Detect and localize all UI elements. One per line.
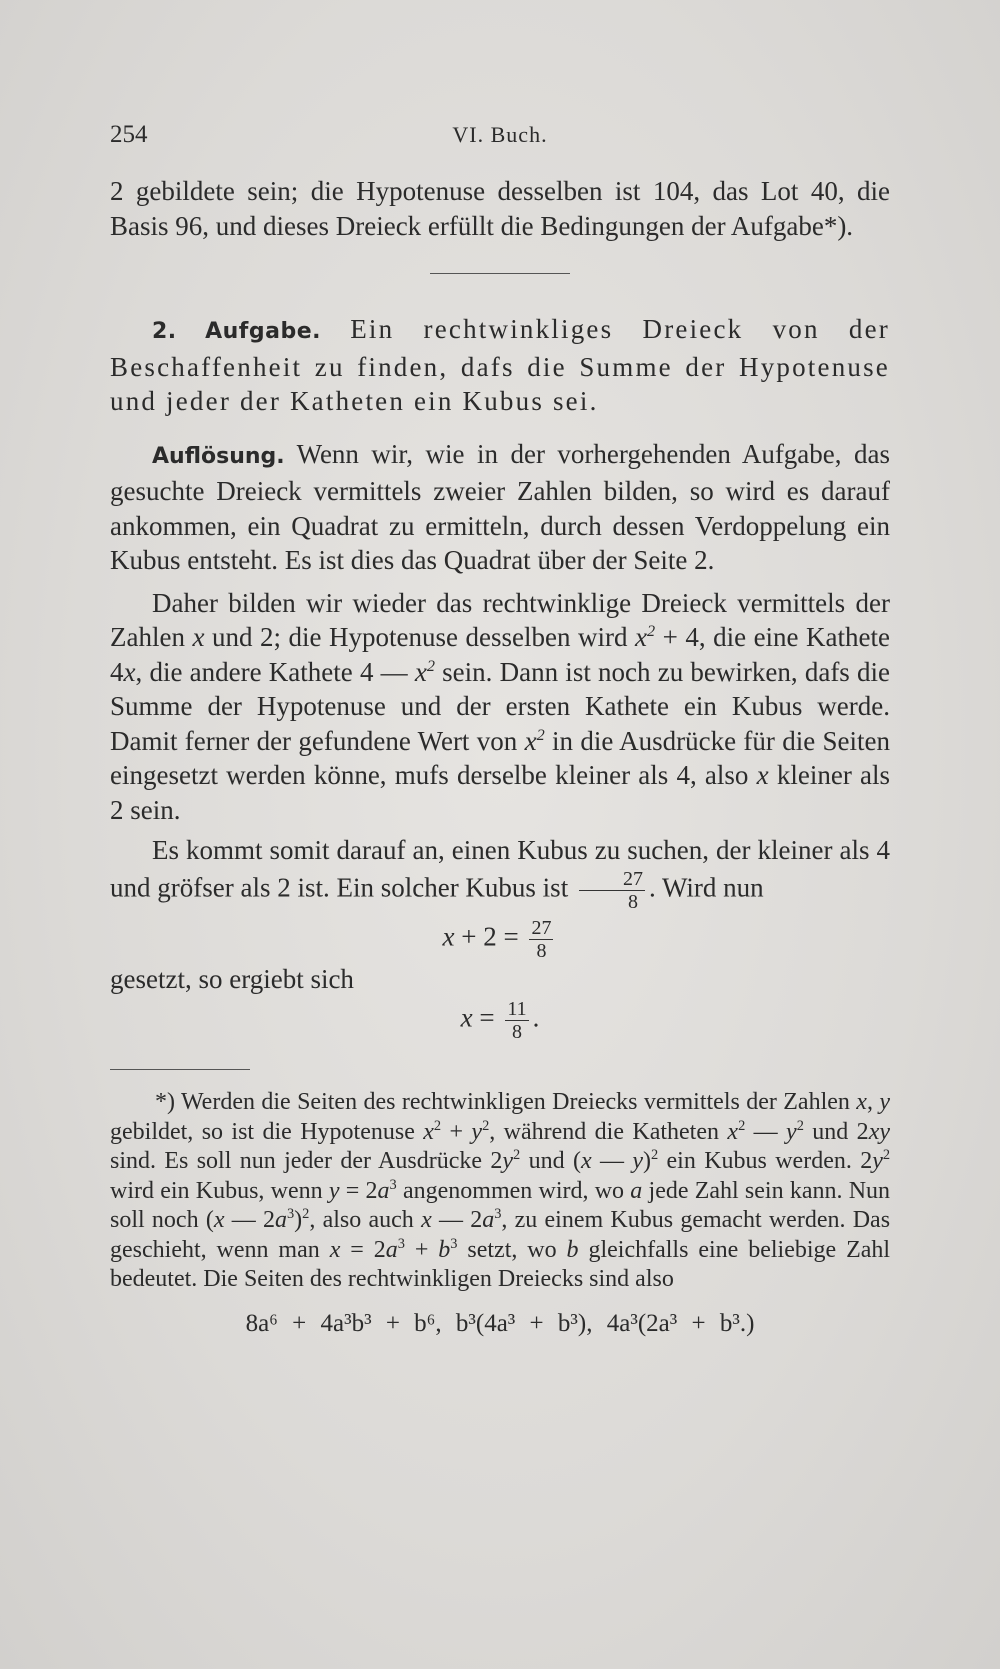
p3-text-c: + 4, die eine Kathete 4 [110,622,891,687]
eq1-fraction [529,917,553,962]
problem-text: Ein rechtwinkliges Dreieck von der Beschaffenheit zu finden, dafs die Summe der Hypotenuse und jeder der Katheten ein Kubus sei. [110,314,890,416]
fn-text: wird ein Kubus, wenn [110,1177,323,1204]
p3-text-b: und 2; die Hypotenuse desselben wird [211,622,628,652]
fraction-denominator: 8 [627,890,638,913]
fn-text: setzt, wo [467,1236,557,1263]
solution-paragraph [110,437,890,578]
fn-text: jede Zahl sein kann. Nun soll noch [110,1177,891,1233]
page-content [110,118,890,1338]
var-x: x [123,656,136,687]
fn-text: und [812,1118,849,1145]
fn-text: gleichfalls eine beliebige Zahl bedeutet. Die Seiten des rechtwinkligen Dreiecks sind also [110,1236,891,1292]
paragraph-3 [110,586,890,828]
solution-label: Auflösung. [152,443,285,469]
footnote-formula: 8a⁶ + 4a³b³ + b⁶, b³(4a³ + b³), 4a³(2a³ + b³.) [245,1309,755,1337]
fraction-numerator: 27 [531,916,552,939]
eq1-lhs: x [442,921,455,952]
p3-text-a: Daher bilden wir wieder das rechtwinklige Dreieck vermittels der Zahlen [110,587,890,652]
exponent: 2 [646,622,656,640]
footnote-divider [110,1069,250,1070]
eq2-lhs: x [460,1002,473,1033]
fn-text: ein Kubus werden. [666,1148,852,1174]
p3-text-f: in die Ausdrücke für die Seiten eingesetzt werden könne, mufs derselbe kleiner als 4, also [110,725,891,790]
var-x-squared [635,622,655,652]
fn-text: *) Werden die Seiten des rechtwinkligen Dreiecks vermittels der Zahlen [155,1089,850,1115]
var-x-squared [525,726,545,756]
var-x: x [192,622,205,652]
section-divider [430,273,570,274]
fraction-denominator: 8 [536,939,547,962]
fraction-denominator: 8 [511,1021,522,1043]
paragraph-continuation: 2 gebildete sein; die Hypotenuse desselben ist 104, das Lot 40, die Basis 96, und dieses Dreieck erfüllt die Bedingungen der Aufgabe*). [110,176,890,241]
page-number: 254 [110,121,148,148]
eq1-operator: + 2 = [461,921,519,952]
fraction-numerator: 11 [507,998,527,1020]
var-x: x [756,760,769,790]
fn-text: , also auch [309,1207,414,1233]
eq2-fraction [505,998,528,1043]
p3-text-d: , die andere Kathete 4 — [135,656,408,687]
fn-text: sind. Es soll nun jeder der Ausdrücke [110,1148,483,1174]
gesetzt-line: gesetzt, so ergiebt sich [110,963,354,994]
p3-text-e: sein. Dann ist noch zu bewirken, dafs die Summe der Hypotenuse und der ersten Kathete ein Kubus werde. Damit ferner der gefundene Wert von [110,656,891,756]
page-header [110,118,890,154]
paragraph-4 [110,833,890,913]
p4-after: . Wird nun [648,872,764,903]
p3-text-g: kleiner als 2 sein. [110,760,891,825]
var-x: x [414,656,427,687]
p4-text: Es kommt somit darauf an, einen Kubus zu suchen, der kleiner als 4 und gröfser als 2 ist. Ein solcher Kubus ist [110,835,890,903]
var-x: x [524,725,537,756]
fn-text: , während die Katheten [489,1118,720,1145]
footnote [110,1088,890,1338]
eq2-period: . [532,1002,540,1033]
fraction-numerator: 27 [579,868,645,891]
problem-label: 2. Aufgabe. [152,319,321,344]
equation-2 [110,998,890,1043]
equation-1 [110,917,890,962]
fraction-27-8 [579,868,645,913]
running-title: VI. Buch. [452,122,548,147]
var-x: x [634,622,647,652]
fn-text: und [528,1148,565,1174]
var-x-squared [415,657,435,687]
exponent: 2 [426,656,435,675]
solution-text: Wenn wir, wie in der vorhergehenden Aufgabe, das gesuchte Dreieck vermittels zweier Zahlen bilden, so wird es darauf ankommen, ein Quadrat zu ermitteln, durch dessen Verdoppelung ein Kubus entsteht. Es ist dies das Quadrat über der Seite 2. [110,438,890,575]
fn-text: gebildet, so ist die Hypotenuse [110,1118,415,1145]
fn-text: , zu einem Kubus gemacht werden. Das geschieht, wenn man [110,1207,891,1263]
fn-text: angenommen wird, wo [402,1177,625,1204]
exponent: 2 [536,725,545,744]
problem-statement [110,312,890,419]
footnote-text: *) Werden die Seiten des rechtwinkligen Dreiecks vermittels der Zahlen x, y gebildet, so ist die Hypotenuse $x^2 + y^2$, während die Katheten $x^2$ — $y^2$ und 2xy sind. Es soll nun jeder der Ausdrücke $2y^2$ und (x — y)$^2$ ein Kubus werden. $2y^2$ wird ein Kubus, wenn $y = 2a^3$ angenommen wird, wo a jede Zahl sein kann. Nun soll noch (x — $2a^3)^2$, also auch x — $2a^3$, zu einem Kubus gemacht werden. Das geschieht, wenn man $x = 2a^3 + b^3$ setzt, wo b gleichfalls eine beliebige Zahl bedeutet. Die Seiten des rechtwinkligen Dreiecks sind also [110,1089,891,1292]
eq2-operator: = [479,1002,495,1033]
